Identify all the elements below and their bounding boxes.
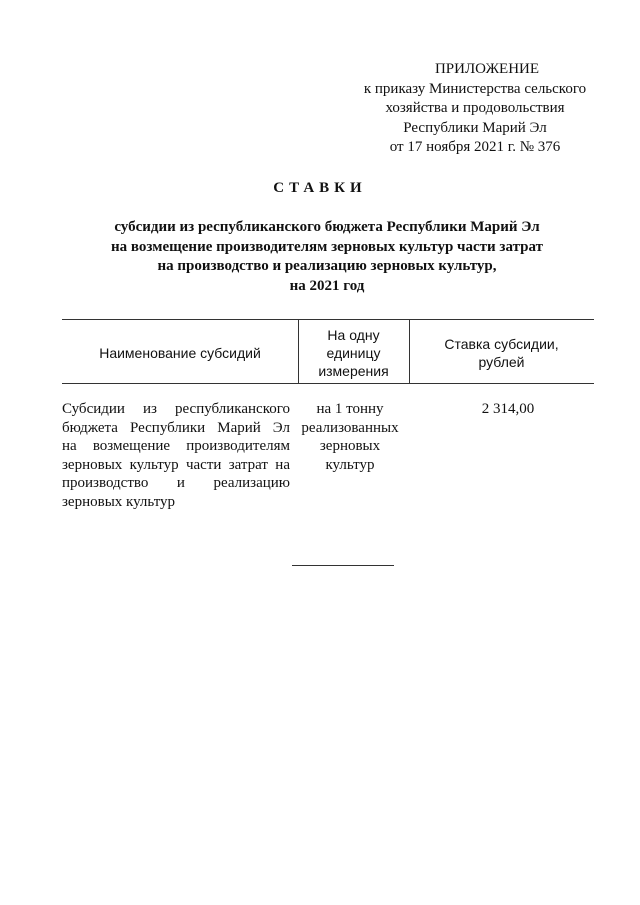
- table-header-row: [62, 320, 594, 383]
- appendix-line: Республики Марий Эл: [403, 119, 547, 136]
- header-rate-label: рублей: [478, 354, 525, 370]
- appendix-heading: ПРИЛОЖЕНИЕ: [434, 61, 540, 77]
- appendix-line: к приказу Министерства сельского: [363, 80, 587, 97]
- row-unit-line: зерновых: [319, 438, 381, 454]
- row-name-line: на возмещение производителям: [62, 438, 290, 454]
- header-unit-label: измерения: [318, 363, 389, 379]
- row-rate-value: 2 314,00: [481, 401, 535, 417]
- row-name-line: производство и реализацию: [62, 475, 290, 491]
- appendix-line: хозяйства и продовольствия: [385, 100, 565, 116]
- row-name-line: зерновых культур: [62, 493, 176, 510]
- document-title: СТАВКИ: [273, 180, 367, 196]
- row-unit-line: реализованных: [301, 419, 399, 436]
- header-unit: [298, 326, 409, 380]
- subtitle-line: субсидии из республиканского бюджета Республики Марий Эл: [114, 219, 540, 235]
- row-unit-cell: [298, 400, 402, 474]
- header-name-label: Наименование субсидий: [99, 345, 261, 361]
- subtitle-line: на производство и реализацию зерновых культур,: [157, 258, 497, 274]
- row-name-cell: [62, 400, 290, 511]
- header-name: [62, 344, 298, 362]
- rates-table: [62, 319, 594, 514]
- row-unit-line: на 1 тонну: [316, 401, 384, 417]
- header-rate-label: Ставка субсидии,: [444, 336, 559, 352]
- row-name-line: зерновых культур части затрат на: [62, 456, 290, 473]
- table-row: [62, 384, 594, 514]
- document-subtitle: [60, 218, 594, 296]
- row-name-line: Субсидии из республиканского: [62, 401, 290, 417]
- appendix-date-line: от 17 ноября 2021 г. № 376: [389, 139, 561, 155]
- appendix-block: [355, 60, 595, 158]
- header-rate: [409, 335, 594, 371]
- header-unit-label: единицу: [326, 345, 381, 361]
- row-name-line: бюджета Республики Марий Эл: [62, 419, 290, 436]
- row-unit-line: культур: [325, 456, 375, 473]
- header-unit-label: На одну: [327, 327, 380, 343]
- subtitle-line: на возмещение производителям зерновых культур части затрат: [111, 238, 543, 255]
- document-end-rule: [292, 565, 394, 566]
- subtitle-line: на 2021 год: [289, 277, 365, 294]
